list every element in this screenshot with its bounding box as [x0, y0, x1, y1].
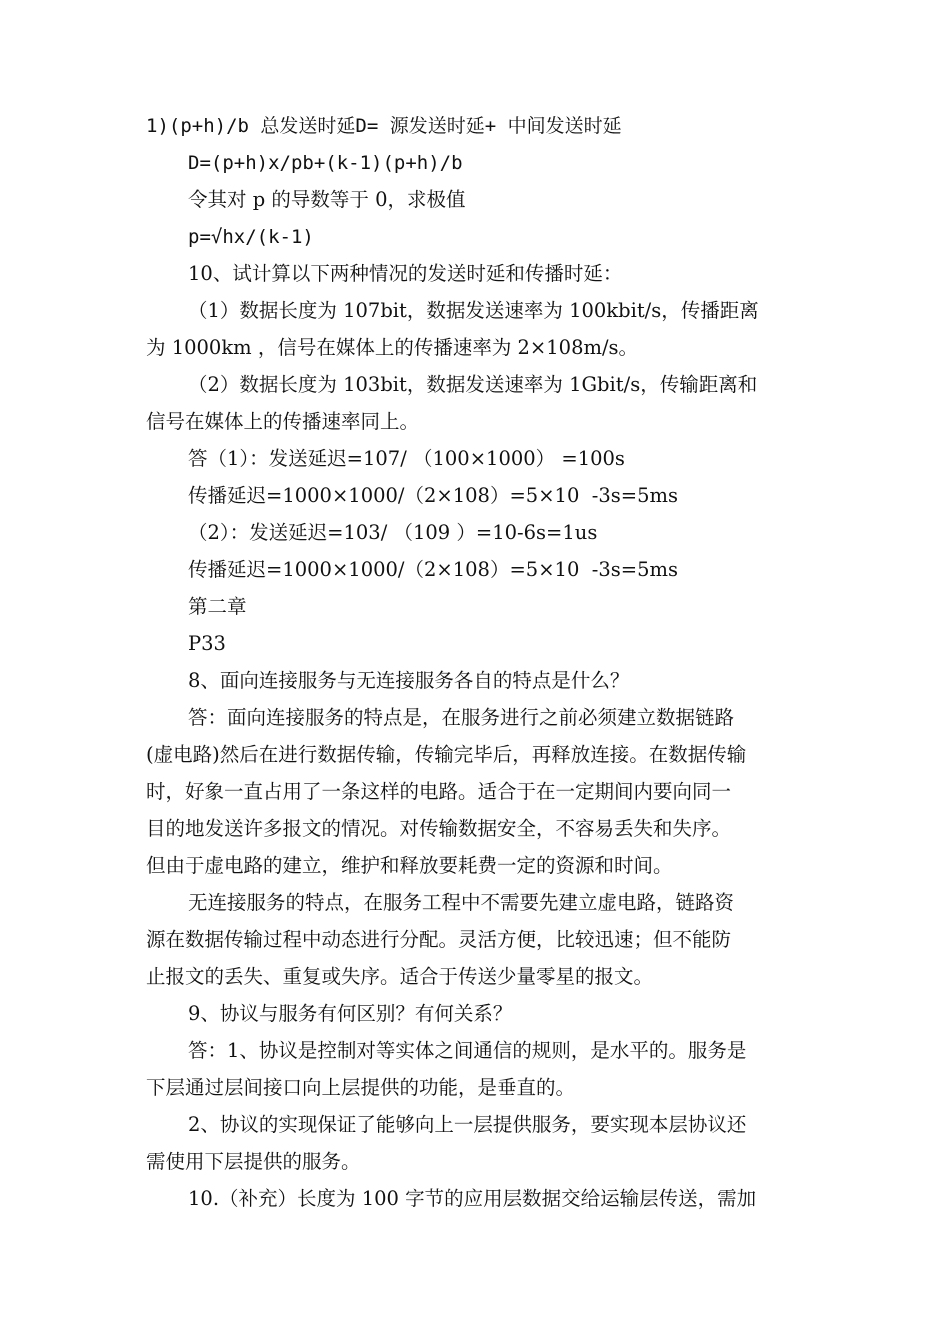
question-10-title: 10、试计算以下两种情况的发送时延和传播时延： [188, 262, 623, 285]
text-line: 需使用下层提供的服务。 [146, 1150, 361, 1173]
page-reference: P33 [188, 632, 226, 655]
text-line: （1）数据长度为 107bit，数据发送速率为 100kbit/s，传播距离 [188, 299, 759, 322]
text-line: 下层通过层间接口向上层提供的功能，是垂直的。 [146, 1076, 576, 1099]
text-line: 时，好象一直占用了一条这样的电路。适合于在一定期间内要向同一 [146, 780, 732, 803]
question-9-title: 9、协议与服务有何区别？有何关系？ [188, 1002, 513, 1025]
formula-line-2: D=(p+h)x/pb+(k-1)(p+h)/b [188, 152, 463, 174]
text-line: （2）数据长度为 103bit，数据发送速率为 1Gbit/s，传输距离和 [188, 373, 758, 396]
text-line: 2、协议的实现保证了能够向上一层提供服务，要实现本层协议还 [188, 1113, 747, 1136]
text-line: 为 1000km ，信号在媒体上的传播速率为 2×108m/s。 [146, 336, 639, 359]
formula-line-1: 1)(p+h)/b 总发送时延D= 源发送时延+ 中间发送时延 [146, 115, 622, 137]
answer-line: 传播延迟=1000×1000/（2×108）=5×10 -3s=5ms [188, 558, 679, 581]
text-line: 止报文的丢失、重复或失序。适合于传送少量零星的报文。 [146, 965, 654, 988]
formula-line-3: p=√hx/(k-1) [188, 226, 314, 248]
chapter-heading: 第二章 [188, 595, 247, 618]
text-line: 令其对 p 的导数等于 0，求极值 [188, 188, 466, 211]
answer-line: 传播延迟=1000×1000/（2×108）=5×10 -3s=5ms [188, 484, 679, 507]
answer-line: 答（1）：发送延迟=107/ （100×1000） =100s [188, 447, 625, 470]
text-line: (虚电路)然后在进行数据传输，传输完毕后，再释放连接。在数据传输 [146, 743, 747, 766]
question-8-title: 8、面向连接服务与无连接服务各自的特点是什么？ [188, 669, 630, 692]
text-line: 目的地发送许多报文的情况。对传输数据安全，不容易丢失和失序。 [146, 817, 732, 840]
text-line: 答：1、协议是控制对等实体之间通信的规则，是水平的。服务是 [188, 1039, 747, 1062]
text-line: 信号在媒体上的传播速率同上。 [146, 410, 420, 433]
text-line: 源在数据传输过程中动态进行分配。灵活方便，比较迅速；但不能防 [146, 928, 732, 951]
text-line: 无连接服务的特点，在服务工程中不需要先建立虚电路，链路资 [188, 891, 735, 914]
answer-line: （2）：发送延迟=103/ （109 ）=10-6s=1us [188, 521, 598, 544]
text-line: 答：面向连接服务的特点是，在服务进行之前必须建立数据链路 [188, 706, 735, 729]
text-line: 但由于虚电路的建立，维护和释放要耗费一定的资源和时间。 [146, 854, 673, 877]
question-10-supplement: 10.（补充）长度为 100 字节的应用层数据交给运输层传送，需加 [188, 1187, 757, 1210]
